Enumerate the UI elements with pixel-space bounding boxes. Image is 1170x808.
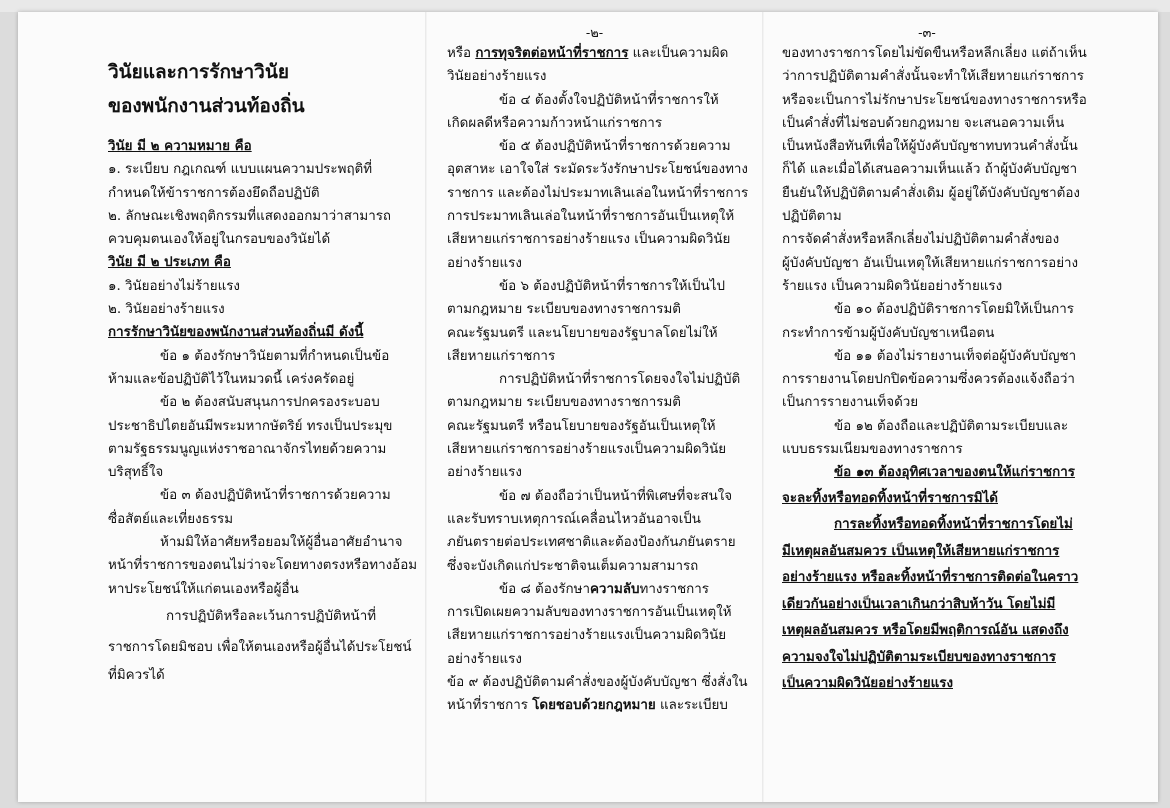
fold-line-right <box>762 12 764 802</box>
clause-9: ข้อ ๙ ต้องปฏิบัติตามคำสั่งของผู้บังคับบัญชา ซึ่งสั่งใน <box>447 675 748 691</box>
text-line: เสียหายแก่ราชการอย่างร้ายแรงเป็นความผิดวินัย <box>447 442 727 458</box>
column-page-1 <box>108 55 418 689</box>
text-line: การปฏิบัติหน้าที่ราชการโดยจงใจไม่ปฏิบัติ <box>499 372 741 388</box>
text-line: ร้ายแรง เป็นความผิดวินัยอย่างร้ายแรง <box>782 278 1003 294</box>
text-line: เกิดผลดีหรือความก้าวหน้าแก่ราชการ <box>447 115 663 131</box>
text-span-emphasis: โดยชอบด้วยกฎหมาย <box>532 697 656 714</box>
text-line: ปฏิบัติตาม <box>782 209 842 225</box>
text-line: กำหนดให้ข้าราชการต้องยึดถือปฏิบัติ <box>108 185 320 201</box>
text-line: ห้ามมิให้อาศัยหรือยอมให้ผู้อื่นอาศัยอำนาจ <box>160 535 403 551</box>
doc-title-line1: วินัยและการรักษาวินัย <box>108 61 289 83</box>
text-line: ผู้บังคับบัญชา อันเป็นเหตุให้เสียหายแก่ราชการอย่าง <box>782 255 1079 271</box>
text-line: ๑. ระเบียบ กฎเกณฑ์ แบบแผนความประพฤติที่ <box>108 162 373 178</box>
text-line: หาประโยชน์ให้แก่ตนเองหรือผู้อื่น <box>108 581 299 597</box>
text-line: ของทางราชการโดยไม่ขัดขืนหรือหลีกเลี่ยง แต่ถ้าเห็น <box>782 46 1087 61</box>
text-line: อย่างร้ายแรง <box>447 255 522 271</box>
text-line: ตามรัฐธรรมนูญแห่งราชอาณาจักรไทยด้วยความ <box>108 441 387 457</box>
text-line: อย่างร้ายแรง <box>447 465 522 481</box>
clause-10: ข้อ ๑๐ ต้องปฏิบัติราชการโดยมิให้เป็นการ <box>834 302 1074 318</box>
text-line: ก็ได้ และเมื่อได้เสนอความเห็นแล้ว ถ้าผู้บังคับบัญชา <box>782 162 1078 178</box>
text-line: และรับทราบเหตุการณ์เคลื่อนไหวอันอาจเป็น <box>447 511 701 527</box>
text-line: ตามกฎหมาย ระเบียบของทางราชการมติ <box>447 395 681 411</box>
text-line: เป็นการรายงานเท็จด้วย <box>782 395 919 411</box>
clause-6: ข้อ ๖ ต้องปฏิบัติหน้าที่ราชการให้เป็นไป <box>499 278 725 294</box>
text-span: ทางราชการ <box>639 581 710 597</box>
text-span-emphasis: การทุจริตต่อหน้าที่ราชการ <box>475 45 629 61</box>
text-line: เสียหายแก่ราชการ <box>447 348 556 364</box>
clause-2: ข้อ ๒ ต้องสนับสนุนการปกครองระบอบ <box>160 395 380 411</box>
text-line: ซึ่งจะบังเกิดแก่ประชาติจนเต็มความสามารถ <box>447 558 699 574</box>
text-line: ๒. ลักษณะเชิงพฤติกรรมที่แสดงออกมาว่าสามารถ <box>108 208 392 224</box>
text-line: เสียหายแก่ราชการอย่างร้ายแรง เป็นความผิดวินัย <box>447 232 731 248</box>
text-line: คณะรัฐมนตรี หรือนโยบายของรัฐอันเป็นเหตุให้ <box>447 418 716 434</box>
page-number: -๓- <box>918 26 936 41</box>
text-line <box>447 694 742 717</box>
text-line: ควบคุมตนเองให้อยู่ในกรอบของวินัยได้ <box>108 232 331 248</box>
clause-11: ข้อ ๑๑ ต้องไม่รายงานเท็จต่อผู้บังคับบัญชา <box>834 348 1077 364</box>
text-line: จะละทิ้งหรือทอดทิ้งหน้าที่ราชการมิได้ <box>782 489 998 506</box>
clause-4: ข้อ ๔ ต้องตั้งใจปฏิบัติหน้าที่ราชการให้ <box>499 92 719 108</box>
clause-3: ข้อ ๓ ต้องปฏิบัติหน้าที่ราชการด้วยความ <box>160 488 391 504</box>
text-line: ว่าการปฏิบัติตามคำสั่งนั้นจะทำให้เสียหายแก่ราชการ <box>782 69 1084 85</box>
top-edge <box>0 0 1170 12</box>
text-line: ๑. วินัยอย่างไม่ร้ายแรง <box>108 278 240 294</box>
text-line: ความจงใจไม่ปฏิบัติตามระเบียบของทางราชการ <box>782 648 1056 665</box>
column-page-3 <box>782 26 1087 697</box>
column-page-2 <box>447 26 749 718</box>
text-line: กระทำการข้ามผู้บังคับบัญชาเหนือตน <box>782 325 995 341</box>
text-span: หน้าที่ราชการ <box>447 698 533 714</box>
doc-title-line2: ของพนักงานส่วนท้องถิ่น <box>108 95 305 117</box>
clause-5: ข้อ ๕ ต้องปฏิบัติหน้าที่ราชการด้วยความ <box>499 139 731 155</box>
text-line: การรายงานโดยปกปิดข้อความซึ่งควรต้องแจ้งถือว่า <box>782 372 1075 388</box>
text-line: การละทิ้งหรือทอดทิ้งหน้าที่ราชการโดยไม่ <box>834 516 1073 533</box>
fold-line-left <box>425 12 427 802</box>
text-line: ภยันตรายต่อประเทศชาติและต้องป้องกันภยันตราย <box>447 535 736 551</box>
text-span: และระเบียบ <box>655 698 728 714</box>
text-span-emphasis: ความลับ <box>589 580 640 597</box>
text-line: การประมาทเลินเล่อในหน้าที่ราชการอันเป็นเหตุให้ <box>447 209 735 225</box>
text-line: ซื่อสัตย์และเที่ยงธรรม <box>108 511 234 527</box>
text-line: การเปิดเผยความลับของทางราชการอันเป็นเหตุให้ <box>447 605 732 621</box>
text-line: เป็นหนังสือทันทีเพื่อให้ผู้บังคับบัญชาทบทวนคำสั่งนั้น <box>782 139 1078 155</box>
clause-8 <box>447 578 742 601</box>
text-line: คณะรัฐมนตรี และนโยบายของรัฐบาลโดยไม่ให้ <box>447 325 718 341</box>
page-number: -๒- <box>585 26 604 41</box>
text-line: เป็นความผิดวินัยอย่างร้ายแรง <box>782 675 953 692</box>
text-line: อย่างร้ายแรง หรือละทิ้งหน้าที่ราชการติดต่อในคราว <box>782 569 1079 586</box>
text-line: วินัยอย่างร้ายแรง <box>447 69 547 85</box>
text-line: เสียหายแก่ราชการอย่างร้ายแรงเป็นความผิดวินัย <box>447 628 727 644</box>
text-span: ข้อ ๘ ต้องรักษา <box>499 581 590 597</box>
text-line: ประชาธิปไตยอันมีพระมหากษัตริย์ ทรงเป็นประมุข <box>108 418 393 434</box>
text-line: เป็นคำสั่งที่ไม่ชอบด้วยกฎหมาย จะเสนอความเห็น <box>782 115 1065 131</box>
text-line: บริสุทธิ์ใจ <box>108 465 164 481</box>
text-line: การปฏิบัติหรือละเว้นการปฏิบัติหน้าที่ <box>166 608 377 624</box>
text-line: ยืนยันให้ปฏิบัติตามคำสั่งเดิม ผู้อยู่ใต้บังคับบัญชาต้อง <box>782 185 1080 201</box>
clause-12: ข้อ ๑๒ ต้องถือและปฏิบัติตามระเบียบและ <box>834 418 1069 434</box>
text-line: แบบธรรมเนียมของทางราชการ <box>782 442 963 458</box>
clause-7: ข้อ ๗ ต้องถือว่าเป็นหน้าที่พิเศษที่จะสนใจ <box>499 488 733 504</box>
text-line: ที่มิควรได้ <box>108 667 165 683</box>
text-span: หรือ <box>447 46 476 61</box>
text-line: หรือจะเป็นการไม่รักษาประโยชน์ของทางราชการหรือ <box>782 92 1087 108</box>
clause-13-body <box>782 485 1079 697</box>
text-line <box>447 42 742 65</box>
text-line: อุตสาหะ เอาใจใส่ ระมัดระวังรักษาประโยชน์ของทาง <box>447 162 748 178</box>
text-line: ราชการ และต้องไม่ประมาทเลินเล่อในหน้าที่ราชการ <box>447 185 749 201</box>
text-line: หน้าที่ราชการของตนไม่ว่าจะโดยทางตรงหรือทางอ้อม <box>108 558 418 574</box>
text-span: และเป็นความผิด <box>628 46 729 61</box>
text-line: การจัดคำสั่งหรือหลีกเลี่ยงไม่ปฏิบัติตามคำสั่งของ <box>782 232 1060 248</box>
text-line: ห้ามและข้อปฏิบัติไว้ในหมวดนี้ เคร่งครัดอยู่ <box>108 371 355 387</box>
heading-discipline-rules: การรักษาวินัยของพนักงานส่วนท้องถิ่นมี ดังนี้ <box>108 324 364 341</box>
heading-types: วินัย มี ๒ ประเภท คือ <box>108 254 231 271</box>
text-line: ราชการโดยมิชอบ เพื่อให้ตนเองหรือผู้อื่นได้ประโยชน์ <box>108 639 412 655</box>
heading-meaning: วินัย มี ๒ ความหมาย คือ <box>108 138 252 154</box>
text-line: มีเหตุผลอันสมควร เป็นเหตุให้เสียหายแก่ราชการ <box>782 542 1060 559</box>
clause-13: ข้อ ๑๓ ต้องอุทิศเวลาของตนให้แก่ราชการ <box>834 464 1075 481</box>
text-line: อย่างร้ายแรง <box>447 651 522 667</box>
clause-1: ข้อ ๑ ต้องรักษาวินัยตามที่กำหนดเป็นข้อ <box>160 348 390 364</box>
text-line: เหตุผลอันสมควร หรือโดยมีพฤติการณ์อัน แสดงถึง <box>782 622 1069 639</box>
text-line: เดียวกันอย่างเป็นเวลาเกินกว่าสิบห้าวัน โดยไม่มี <box>782 595 1056 612</box>
text-line: ตามกฎหมาย ระเบียบของทางราชการมติ <box>447 302 681 318</box>
text-line: ๒. วินัยอย่างร้ายแรง <box>108 302 225 318</box>
